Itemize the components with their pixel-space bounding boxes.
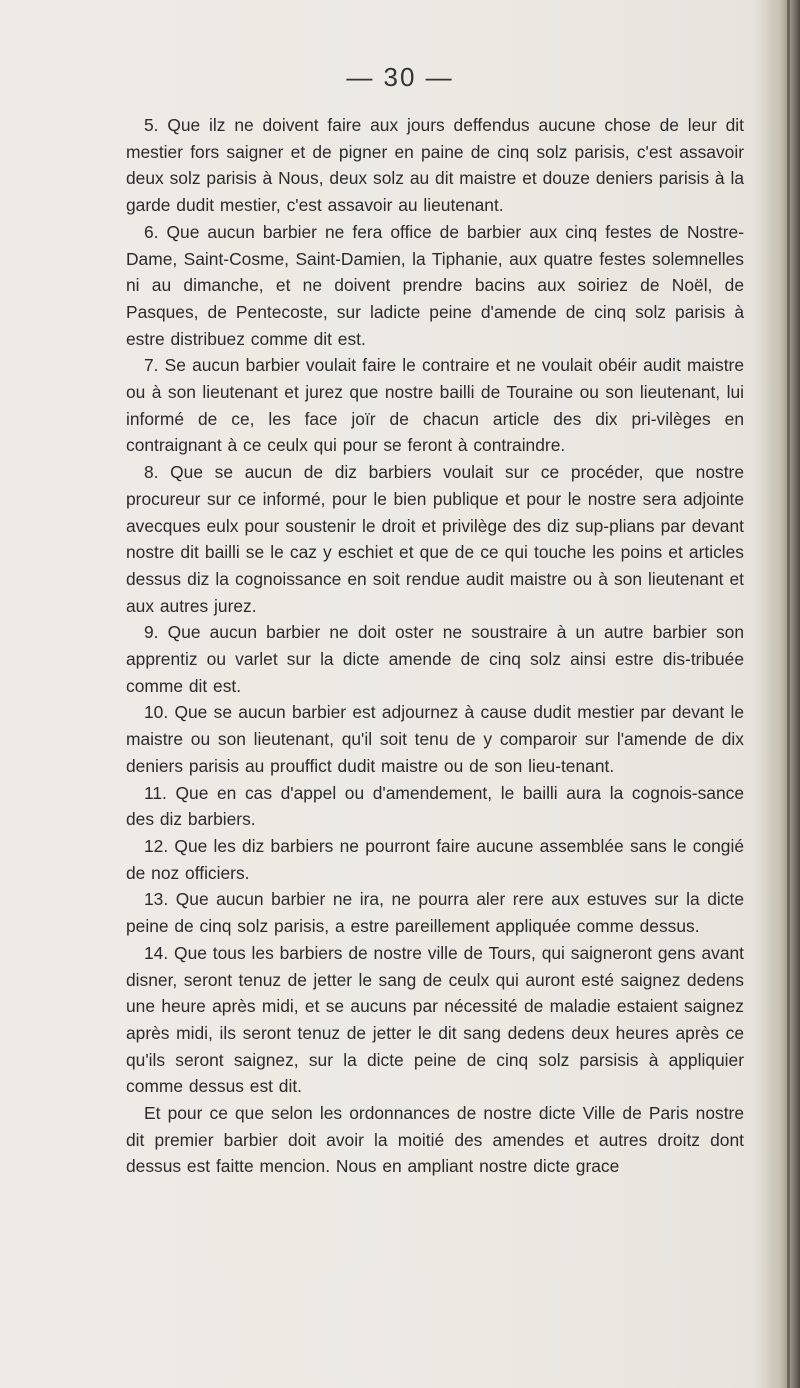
article-8: 8. Que se aucun de diz barbiers voulait sur ce procéder, que nostre procureur sur ce informé, pour le bien publique et pour le nostre sera adjointe avecques eulx pour soustenir le droit et privilège des diz sup-plians par devant nostre dit bailli se le caz y eschiet et que de ce qui touche les poins et articles dessus diz la cognoissance en soit rendue audit maistre ou à son lieutenant et aux autres jurez.	[126, 462, 744, 616]
article-10: 10. Que se aucun barbier est adjournez à cause dudit mestier par devant le maistre ou son lieutenant, qu'il soit tenu de y comparoir sur l'amende de dix deniers parisis au prouffict dudit maistre ou de son lieu-tenant.	[126, 702, 744, 776]
page-binding-edge	[766, 0, 800, 1388]
article-14: 14. Que tous les barbiers de nostre ville de Tours, qui saigneront gens avant disner, seront tenuz de jetter le sang de ceulx qui auront esté saignez dedens une heure après midi, et se aucuns par nécessité de maladie estaient saignez après midi, ils seront tenuz de jetter le dit sang dedens deux heures après ce qu'ils seront saignez, sur la dicte peine de cinq solz parsisis à appliquier comme dessus est dit.	[126, 942, 744, 1097]
article-12: 12. Que les diz barbiers ne pourront faire aucune assemblée sans le congié de noz officiers.	[126, 835, 744, 883]
text-body	[126, 112, 744, 1180]
article-6: 6. Que aucun barbier ne fera office de barbier aux cinq festes de Nostre-Dame, Saint-Cosme, Saint-Damien, la Tiphanie, aux quatre festes solemnelles ni au dimanche, et ne doivent prendre bacins aux soiriez de Noël, de Pasques, de Pentecoste, sur ladicte peine d'amende de cinq solz parisis à estre distribuez comme dit est.	[126, 221, 744, 349]
article-13: 13. Que aucun barbier ne ira, ne pourra aler rere aux estuves sur la dicte peine de cinq solz parisis, a estre pareillement appliquée comme dessus.	[126, 889, 744, 937]
article-7: 7. Se aucun barbier voulait faire le contraire et ne voulait obéir audit maistre ou à son lieutenant et jurez que nostre bailli de Touraine ou son lieutenant, lui informé de ce, les face joïr de chacun article des dix pri-vilèges en contraignant à ce ceulx qui pour se feront à contraindre.	[126, 355, 744, 456]
page-number: — 30 —	[346, 62, 454, 92]
article-9: 9. Que aucun barbier ne doit oster ne soustraire à un autre barbier son apprentiz ou varlet sur la dicte amende de cinq solz ainsi estre dis-tribuée comme dit est.	[126, 622, 744, 696]
article-5: 5. Que ilz ne doivent faire aux jours deffendus aucune chose de leur dit mestier fors saigner et de pigner en paine de cinq solz parisis, c'est assavoir deux solz parisis à Nous, deux solz au dit maistre et douze deniers parisis à la garde dudit mestier, c'est assavoir au lieutenant.	[126, 115, 744, 216]
article-11: 11. Que en cas d'appel ou d'amendement, le bailli aura la cognois-sance des diz barbiers.	[126, 782, 744, 830]
page-binding-shadow	[787, 0, 790, 1388]
closing-paragraph: Et pour ce que selon les ordonnances de nostre dicte Ville de Paris nostre dit premier barbier doit avoir la moitié des amendes et autres droitz dont dessus est faitte mencion. Nous en ampliant nostre dicte grace	[126, 1103, 744, 1177]
